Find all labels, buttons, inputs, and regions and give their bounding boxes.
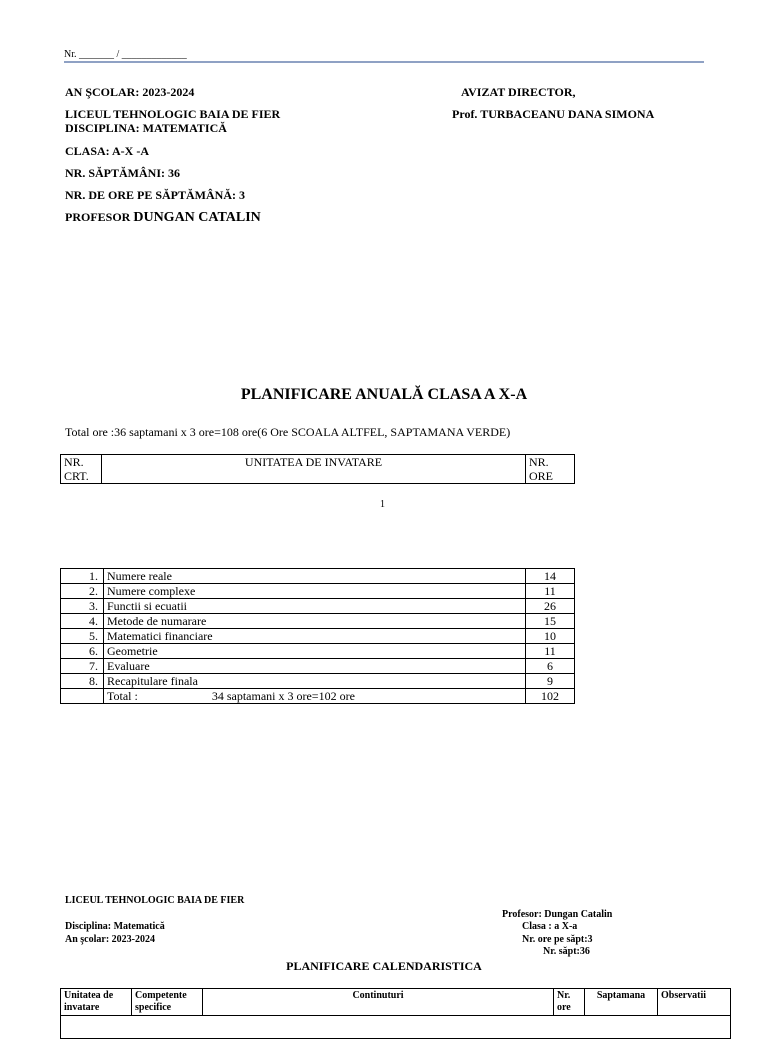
header-divider (64, 61, 704, 63)
header-nr-ore: NR. ORE (526, 455, 575, 484)
page-number: 1 (380, 499, 385, 510)
total-nr-empty (61, 689, 104, 704)
calendar-weeks: Nr. săpt:36 (543, 946, 590, 957)
unit-nr: 1. (61, 569, 104, 584)
table-row (61, 614, 575, 629)
school-name: LICEUL TEHNOLOGIC BAIA DE FIER (65, 107, 281, 121)
header-unitatea: UNITATEA DE INVATARE (102, 455, 526, 484)
calendar-empty-cell (61, 1016, 731, 1039)
page-title: PLANIFICARE ANUALĂ CLASA A X-A (240, 386, 528, 403)
calendar-school-year: An şcolar: 2023-2024 (65, 934, 155, 945)
unit-name: Functii si ecuatii (104, 599, 526, 614)
table-row (61, 659, 575, 674)
calendar-hours-per-week: Nr. ore pe săpt:3 (522, 934, 593, 945)
unit-name: Numere complexe (104, 584, 526, 599)
class: CLASA: A-X -A (65, 144, 149, 158)
col-continuturi: Continuturi (203, 989, 554, 1016)
calendar-school-name: LICEUL TEHNOLOGIC BAIA DE FIER (65, 895, 245, 906)
total-cell (104, 689, 526, 704)
unit-nr: 4. (61, 614, 104, 629)
unit-hours: 14 (526, 569, 575, 584)
hours-per-week: NR. DE ORE PE SĂPTĂMÂNĂ: 3 (65, 188, 245, 202)
weeks-count: NR. SĂPTĂMÂNI: 36 (65, 166, 180, 180)
calendar-title: PLANIFICARE CALENDARISTICA (286, 959, 482, 973)
unit-hours: 11 (526, 584, 575, 599)
approval-label: AVIZAT DIRECTOR, (461, 85, 576, 99)
unit-nr: 5. (61, 629, 104, 644)
units-table (60, 568, 575, 704)
unit-name: Numere reale (104, 569, 526, 584)
col-competente: Competente specifice (132, 989, 203, 1016)
document-number: Nr. _______ / _____________ (64, 49, 187, 60)
calendar-empty-row (61, 1016, 731, 1039)
teacher-label: PROFESOR (65, 210, 131, 224)
unit-hours: 15 (526, 614, 575, 629)
unit-nr: 2. (61, 584, 104, 599)
table-row (61, 644, 575, 659)
table-row (61, 584, 575, 599)
unit-name: Evaluare (104, 659, 526, 674)
header-nr-crt: NR. CRT. (61, 455, 102, 484)
unit-name: Geometrie (104, 644, 526, 659)
calendar-class: Clasa : a X-a (522, 921, 578, 932)
discipline: DISCIPLINA: MATEMATICĂ (65, 121, 227, 135)
unit-hours: 10 (526, 629, 575, 644)
total-label: Total : (107, 689, 138, 703)
school-year: AN ŞCOLAR: 2023-2024 (65, 85, 195, 99)
unit-nr: 7. (61, 659, 104, 674)
unit-hours: 11 (526, 644, 575, 659)
col-nr-ore: Nr. ore (554, 989, 585, 1016)
unit-name: Matematici financiare (104, 629, 526, 644)
unit-nr: 3. (61, 599, 104, 614)
units-header-table (60, 454, 575, 484)
unit-hours: 9 (526, 674, 575, 689)
table-row (61, 599, 575, 614)
calendar-discipline: Disciplina: Matematică (65, 921, 165, 932)
calendar-header-row (61, 989, 731, 1016)
unit-name: Recapitulare finala (104, 674, 526, 689)
unit-nr: 6. (61, 644, 104, 659)
unit-name: Metode de numarare (104, 614, 526, 629)
unit-hours: 26 (526, 599, 575, 614)
col-observatii: Observatii (658, 989, 731, 1016)
total-hours-note: Total ore :36 saptamani x 3 ore=108 ore(6 Ore SCOALA ALTFEL, SAPTAMANA VERDE) (65, 425, 511, 439)
director-name: Prof. TURBACEANU DANA SIMONA (452, 107, 655, 121)
teacher (65, 209, 261, 226)
total-hours: 102 (526, 689, 575, 704)
calendar-teacher: Profesor: Dungan Catalin (502, 909, 613, 920)
table-row (61, 629, 575, 644)
total-row (61, 689, 575, 704)
total-formula: 34 saptamani x 3 ore=102 ore (211, 689, 355, 703)
teacher-name: DUNGAN CATALIN (133, 210, 261, 225)
col-saptamana: Saptamana (585, 989, 658, 1016)
unit-hours: 6 (526, 659, 575, 674)
calendar-table (60, 988, 731, 1039)
unit-nr: 8. (61, 674, 104, 689)
table-row (61, 569, 575, 584)
col-unitatea: Unitatea de invatare (61, 989, 132, 1016)
table-row (61, 674, 575, 689)
